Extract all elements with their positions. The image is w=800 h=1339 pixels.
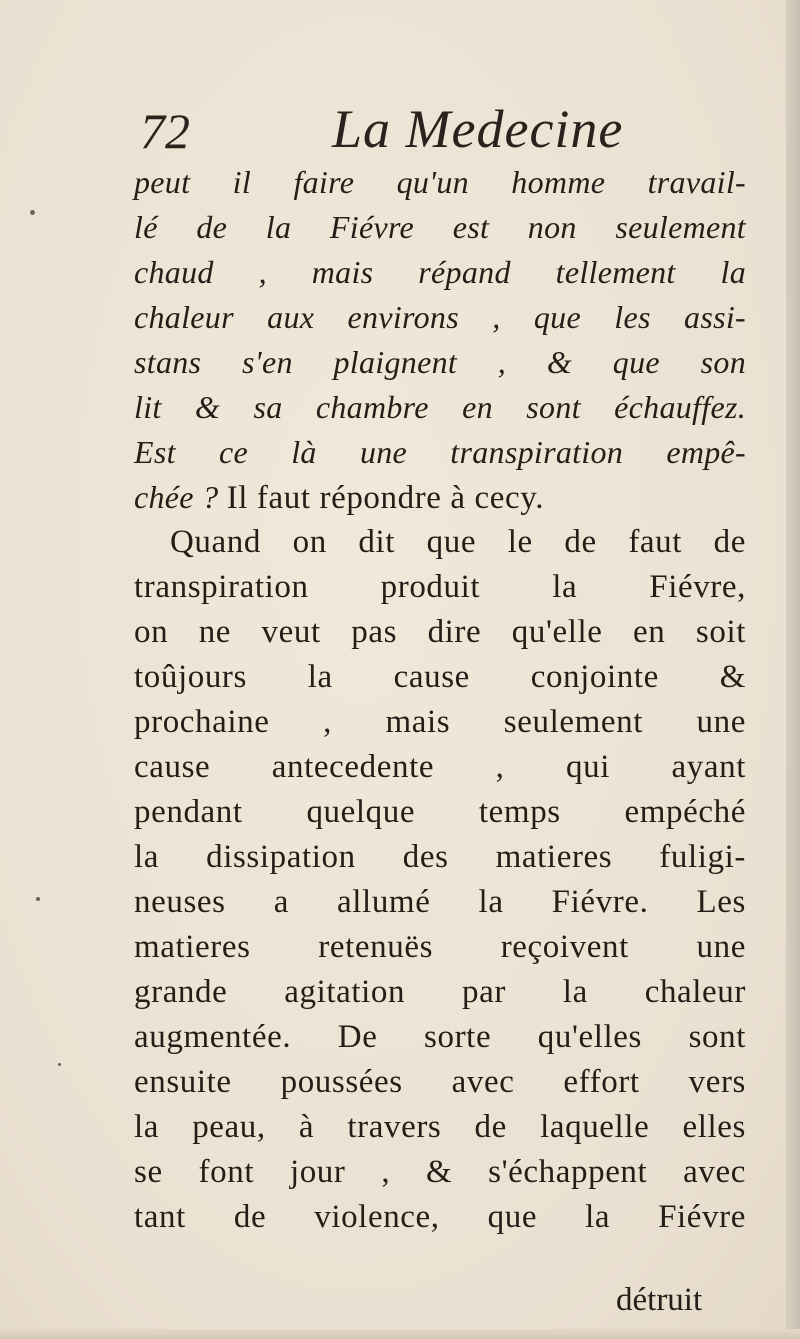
text-line: chaud , mais répand tellement la xyxy=(134,254,746,290)
page-edge-shadow xyxy=(786,0,800,1339)
ink-speck xyxy=(36,897,40,901)
paragraph-start-line: Quand on dit que le de faut de xyxy=(170,524,746,560)
text-line: grande agitation par la chaleur xyxy=(134,974,746,1010)
text-line: transpiration produit la Fiévre, xyxy=(134,569,746,605)
text-line: toûjours la cause conjointe & xyxy=(134,659,746,695)
text-line: augmentée. De sorte qu'elles sont xyxy=(134,1019,746,1055)
running-header xyxy=(132,98,732,160)
text-line: prochaine , mais seulement une xyxy=(134,704,746,740)
running-title: La Medecine xyxy=(332,99,624,159)
text-line: lé de la Fiévre est non seulement xyxy=(134,209,746,245)
text-line: se font jour , & s'échappent avec xyxy=(134,1154,746,1190)
text-line: la dissipation des matieres fuligi- xyxy=(134,839,746,875)
text-line: peut il faire qu'un homme travail- xyxy=(134,164,746,200)
text-line: neuses a allumé la Fiévre. Les xyxy=(134,884,746,920)
ink-speck xyxy=(58,1063,61,1066)
text-line: chaleur aux environs , que les assi- xyxy=(134,299,746,335)
body-text xyxy=(134,160,746,1240)
text-line: chée ? Il faut répondre à cecy. xyxy=(134,479,545,516)
text-line: pendant quelque temps empéché xyxy=(134,794,746,830)
text-line: stans s'en plaignent , & que son xyxy=(134,344,746,380)
catchword: détruit xyxy=(616,1282,703,1318)
text-line: lit & sa chambre en sont échauffez. xyxy=(134,389,746,425)
text-line: on ne veut pas dire qu'elle en soit xyxy=(134,614,746,650)
page-bottom-shadow xyxy=(0,1329,800,1339)
page-number: 72 xyxy=(140,103,190,159)
ink-speck xyxy=(30,210,35,215)
text-line: Est ce là une transpiration empê- xyxy=(134,434,746,470)
text-line: tant de violence, que la Fiévre xyxy=(134,1199,746,1235)
text-line: matieres retenuës reçoivent une xyxy=(134,929,746,965)
text-line: ensuite poussées avec effort vers xyxy=(134,1064,746,1100)
text-line: la peau, à travers de laquelle elles xyxy=(134,1109,746,1145)
text-line: cause antecedente , qui ayant xyxy=(134,749,746,785)
